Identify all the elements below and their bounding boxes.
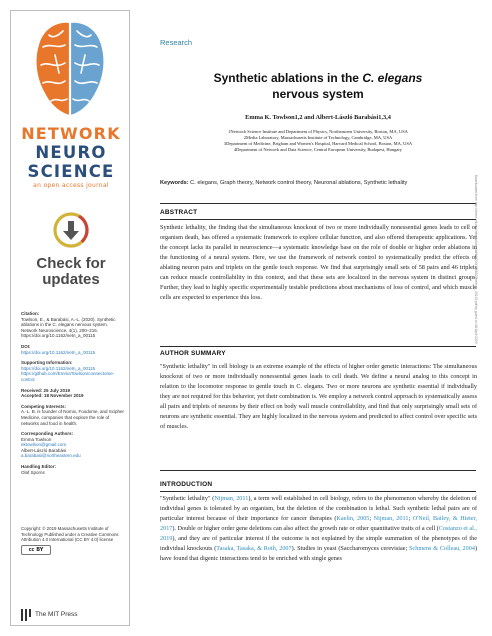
supporting-info-link[interactable]: https://doi.org/10.1162/netn_a_00115 https://github.com/EmmaTowlson/connectome-control (21, 365, 115, 382)
journal-sidebar (10, 10, 130, 626)
abstract-heading-rule (160, 219, 476, 220)
copyright-text: Copyright: © 2019 Massachusetts Institute of Technology Published under a Creative Commons Attribution 4.0 International (CC BY 4.0) license (21, 526, 119, 542)
introduction-rule (160, 491, 476, 492)
article-metadata (21, 311, 125, 480)
summary-bottom-rule (160, 470, 476, 471)
citation-link[interactable]: O'Neil, Bailey, & Hieter, 2017 (160, 515, 477, 533)
doi-block: DOI: https://doi.org/10.1162/netn_a_00115 (21, 343, 96, 355)
journal-tagline: an open access journal (33, 182, 109, 189)
check-updates-icon (52, 211, 90, 249)
citation-link[interactable]: Nijman, 2011 (373, 515, 409, 523)
author-summary-text: "Synthetic lethality" in cell biology is an extreme example of the effects of higher order genetic interactions: The simultaneous knockout of two or more individually nonessential genes leads to cell death. We define a neural analog to this concept in relation to the locomotor response to gentle touch in C. elegans. Two or more neurons are synthetic essential if individually they are not required for this behavior, yet their combination is. We employ a network control approach to systematically assess all pairs and triplets of neurons by their effect on body wall muscle controllability, and find that only surprisingly small sets of neurons are synthetic essential. They are highly localized in the nervous system and predicted to affect control over specific sets of muscles. (160, 363, 477, 431)
affiliation-2: 2Media Laboratory, Massachusetts Institute of Technology, Cambridge, MA, USA (243, 135, 393, 140)
mit-press-logo-icon (21, 609, 31, 621)
article-title: Synthetic ablations in the C. elegans nervous system (213, 71, 423, 101)
journal-wordmark (11, 125, 131, 189)
author-summary-heading: AUTHOR SUMMARY (160, 350, 226, 357)
brain-logo-icon (29, 15, 111, 123)
license-block (21, 526, 125, 555)
competing-interests-block: Competing Interests: A.-L. B. is founder of Nomix, Foodome, and Scipher Medicine, companies that explore the role of networks and food in health. (21, 403, 125, 426)
dates-block (21, 388, 125, 399)
publisher-block (21, 605, 125, 623)
citation-link[interactable]: Nijman, 2011 (214, 495, 249, 502)
journal-name-line2: NEURO (35, 143, 107, 162)
doi-link[interactable]: https://doi.org/10.1162/netn_a_00115 (21, 349, 96, 355)
accepted-date: Accepted: 18 November 2019 (21, 393, 84, 399)
email-link-2[interactable]: a.barabasi@northeastern.edu (21, 453, 81, 459)
download-watermark: Downloaded from http://direct.mit.edu/netn/article-pdf/4/1/200/1866520/netn_a_00115.pdf by guest on 08 April 2020 (474, 175, 478, 344)
citation-link[interactable]: Schmens & Colleau, 2004 (409, 545, 475, 553)
citation-link[interactable]: Costanzo et al., 2019 (160, 525, 477, 543)
supporting-info-block: Supporting Information: https://doi.org/10.1162/netn_a_00115 https://github.com/EmmaTowlson/connectome-control (21, 360, 115, 382)
citation-link[interactable]: Kaelin, 2005 (336, 515, 370, 523)
introduction-text: "Synthetic lethality" (Nijman, 2011), a term well established in cell biology, refers to the phenomenon whereby the deletion of individual genes is tolerated by an organism, but the deletion of the combination is lethal. Such synthetic lethal pairs are of particular interest because of their importance for cancer therapies (Kaelin, 2005; Nijman, 2011; O'Neil, Bailey, & Hieter, 2017). Double or higher order gene deletions can also affect the growth rate or other quantitative traits of a cell (Costanzo et al., 2019), and they are of particular interest if the outcome is not explained by the simple summation of the phenotypes of the individual knockouts (Tasaka, Tasaka, & Roth, 2007). Studies in yeast (Saccharomyces cerevisiae; Schmens & Colleau, 2004) have found that digenic interactions tend to be enriched with single genes (160, 495, 477, 563)
citation-text: Towlson, E., & Barabási, A.-L. (2020). Synthetic ablations in the C. elegans nervous system. Network Neuroscience, 4(1), 200–216. https://doi.org/10.1162/netn_a_00115 (21, 316, 116, 339)
email-link-1[interactable]: ektowlson@gmail.com (21, 442, 67, 448)
check-updates-label: Check for updates (36, 255, 106, 288)
abstract-text: Synthetic lethality, the finding that the simultaneous knockout of two or more individually nonessential genes leads to cell or organism death, has offered a systematic framework to explore cellular function, and also offered therapeutic applications. Yet the concept lacks its parallel in neuroscience—a systematic knowledge base on the role of double or higher order ablations in the functioning of a neural system. Here, we use the framework of network control to systematically predict the effects of ablating neuron pairs and triplets on the gentle touch response. We find that surprisingly small sets of 58 pairs and 46 triplets can reduce muscle controllability in this context, and that these sets are localized in the nervous system in distinct groups. Further, they lead to highly specific experimentally testable predictions about mechanisms of loss of control, and which muscle cells are expected to experience this loss. (160, 224, 477, 302)
abstract-top-rule (160, 203, 476, 204)
corresponding-authors-block: Corresponding Authors: Emma Towlson ektowlson@gmail.com Albert-László Barabási a.barabasi@northeastern.edu (21, 431, 125, 459)
summary-top-rule (160, 346, 476, 347)
keywords: Keywords: C. elegans, Graph theory, Network control theory, Neuronal ablations, Synthetic lethality (160, 180, 408, 186)
author-list: Emma K. Towlson1,2 and Albert-László Barabási1,3,4 (245, 114, 391, 121)
introduction-heading: INTRODUCTION (160, 481, 213, 488)
affiliations (160, 129, 476, 153)
abstract-heading: ABSTRACT (160, 209, 198, 216)
citation-link[interactable]: Tasaka, Tasaka, & Roth, 2007 (216, 545, 292, 553)
journal-name-line3: SCIENCE (27, 162, 115, 181)
handling-editor-block: Handling Editor: Olaf Sporns (21, 464, 56, 475)
received-date: Received: 25 July 2019 (21, 387, 71, 393)
journal-name-line1: NETWORK (21, 124, 121, 143)
check-for-updates-button[interactable] (33, 211, 109, 305)
affiliation-3: 3Department of Medicine, Brigham and Women's Hospital, Harvard Medical School, Boston, MA, USA (223, 141, 413, 146)
affiliation-4: 4Department of Network and Data Science, Central European University, Budapest, Hungary (233, 147, 403, 152)
affiliation-1: 1Network Science Institute and Department of Physics, Northeastern University, Boston, MA, USA (228, 129, 408, 134)
section-label: Research (160, 38, 193, 47)
citation-block: Citation: Towlson, E., & Barabási, A.-L. (2020). Synthetic ablations in the C. elegans nervous system. Network Neuroscience, 4(1), 200–216. https://doi.org/10.1162/netn_a_00115 (21, 311, 116, 339)
cc-by-badge[interactable]: cc BY (21, 545, 51, 555)
publisher-name: The MIT Press (35, 611, 78, 618)
